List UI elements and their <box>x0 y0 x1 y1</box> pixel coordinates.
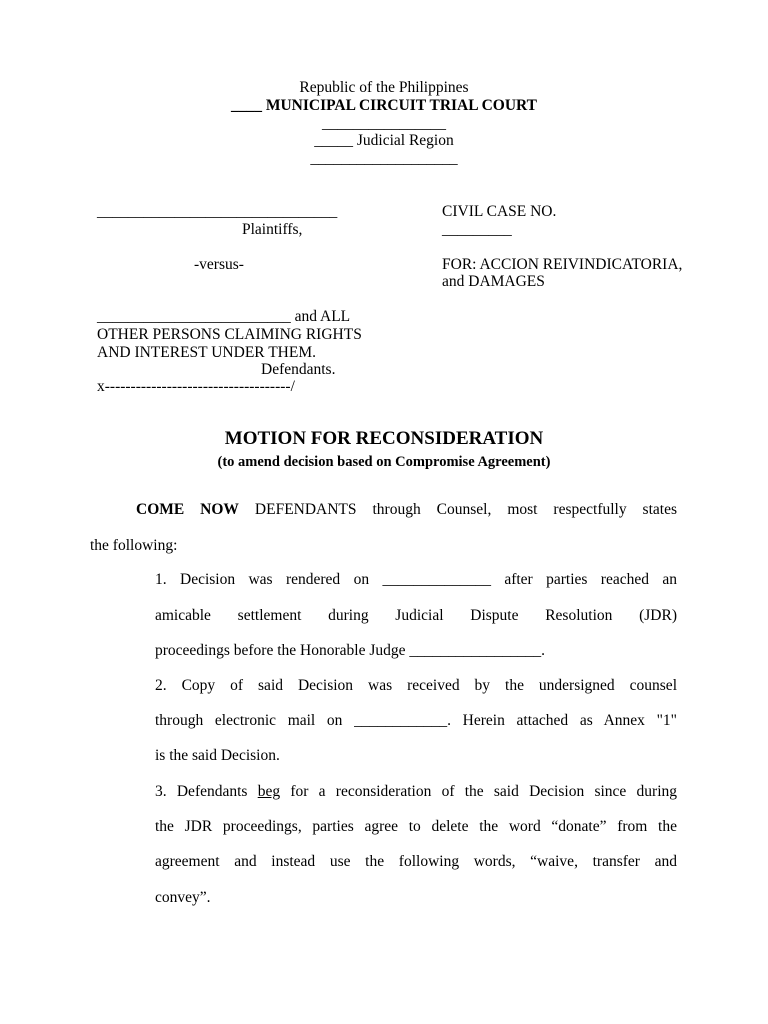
paragraph-1-line-3: proceedings before the Honorable Judge _________________. <box>155 642 545 659</box>
paragraph-2-line-2: through electronic mail on ____________. Herein attached as Annex "1" <box>155 712 677 729</box>
defendants-line-3: AND INTEREST UNDER THEM. <box>97 344 317 361</box>
nature-of-case-line-1: FOR: ACCION REIVINDICATORIA, <box>442 256 683 273</box>
court-name: MUNICIPAL CIRCUIT TRIAL COURT <box>265 97 538 114</box>
intro-line-1 <box>136 501 677 519</box>
defendants-line-1: _________________________ and ALL <box>97 308 351 325</box>
region-underline: ___________________ <box>310 150 458 167</box>
judicial-region: _____ Judicial Region <box>314 132 454 149</box>
paragraph-3-line-4: convey”. <box>155 889 211 906</box>
versus-label: -versus- <box>194 256 244 273</box>
paragraph-1-line-1: 1. Decision was rendered on ______________ after parties reached an <box>155 571 677 588</box>
plaintiffs-label: Plaintiffs, <box>242 221 303 238</box>
paragraph-3-line-1 <box>155 783 677 801</box>
paragraph-3-start: 3. Defendants <box>155 783 248 800</box>
defendants-line-2: OTHER PERSONS CLAIMING RIGHTS <box>97 326 362 343</box>
paragraph-2-line-3: is the said Decision. <box>155 747 280 764</box>
court-blank: ____ <box>230 97 262 114</box>
document-subtitle: (to amend decision based on Compromise Agreement) <box>217 454 551 470</box>
paragraph-2-line-1: 2. Copy of said Decision was received by the undersigned counsel <box>155 677 677 694</box>
intro-rest: DEFENDANTS through Counsel, most respectfully states <box>254 501 677 518</box>
civil-case-no: CIVIL CASE NO. <box>442 203 557 220</box>
paragraph-3-line-2: the JDR proceedings, parties agree to delete the word “donate” from the <box>155 818 677 835</box>
paragraph-3-line-3: agreement and instead use the following words, “waive, transfer and <box>155 853 677 870</box>
document-title: MOTION FOR RECONSIDERATION <box>224 428 544 449</box>
republic-heading: Republic of the Philippines <box>299 79 469 96</box>
nature-of-case-line-2: and DAMAGES <box>442 273 545 290</box>
plaintiff-blank: _______________________________ <box>97 203 338 220</box>
court-heading <box>0 97 768 115</box>
paragraph-1-line-2: amicable settlement during Judicial Dispute Resolution (JDR) <box>155 607 677 624</box>
caption-closing-line: x------------------------------------/ <box>97 378 295 395</box>
defendants-label: Defendants. <box>261 361 336 378</box>
intro-bold: COME NOW <box>136 501 239 518</box>
intro-line-2: the following: <box>90 537 178 554</box>
paragraph-3-rest: for a reconsideration of the said Decision since during <box>290 783 678 800</box>
court-underline: ________________ <box>322 115 446 132</box>
case-no-blank: _________ <box>442 221 512 238</box>
paragraph-3-beg: beg <box>257 783 281 800</box>
